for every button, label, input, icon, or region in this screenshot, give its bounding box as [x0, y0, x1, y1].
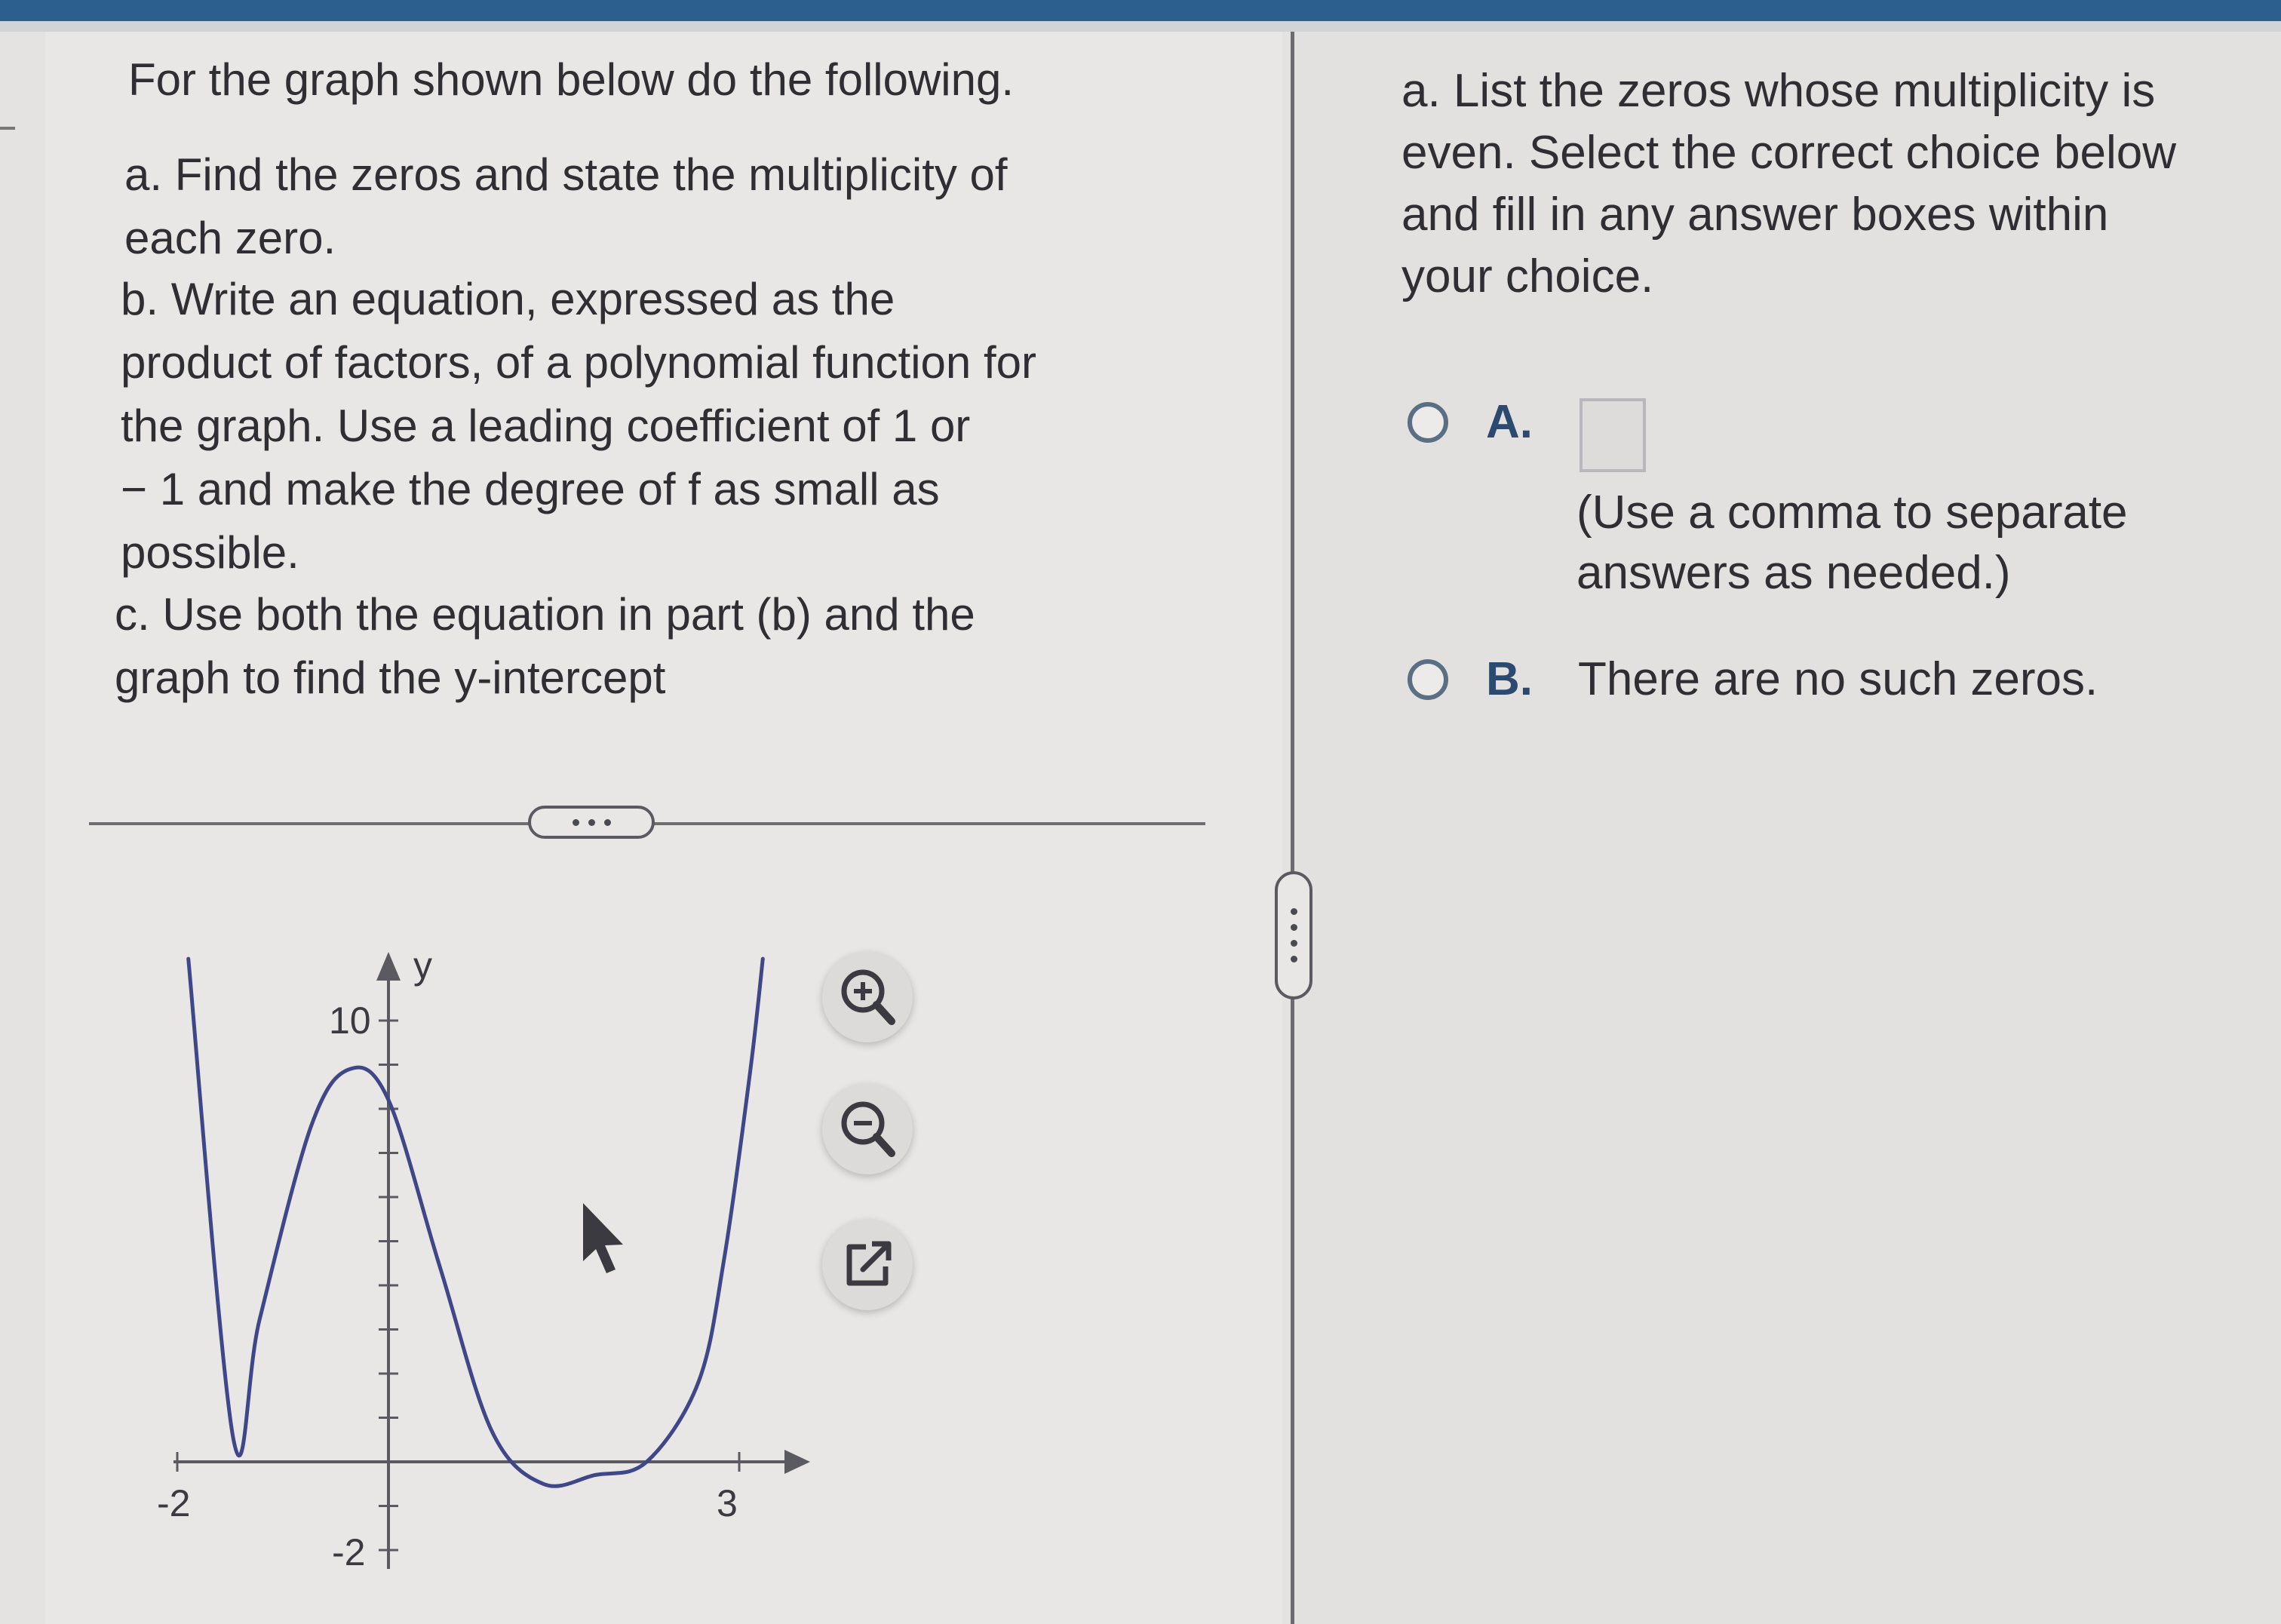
polynomial-graph [98, 935, 822, 1599]
more-dot-icon [573, 819, 579, 826]
zoom-out-icon [822, 1084, 913, 1174]
choice-a-answer-input[interactable] [1580, 398, 1646, 472]
answer-prompt-line: your choice. [1401, 250, 1654, 302]
question-part-b-line: the graph. Use a leading coefficient of 1 or [121, 401, 971, 451]
question-part-a-line: a. Find the zeros and state the multiplicity of [124, 149, 1008, 200]
choice-b-text: There are no such zeros. [1578, 653, 2098, 705]
y-tick-label-top: 10 [329, 999, 371, 1042]
more-dot-icon [588, 819, 595, 826]
left-edge-marker [0, 127, 15, 130]
answer-prompt [1401, 60, 2176, 308]
question-part-c [115, 583, 975, 710]
expand-question-button[interactable] [528, 806, 655, 839]
question-part-b-line: possible. [121, 527, 299, 578]
zoom-in-button[interactable] [822, 952, 913, 1042]
zoom-out-button[interactable] [822, 1084, 913, 1174]
question-part-b [121, 268, 1036, 585]
choice-a-hint-line: answers as needed.) [1576, 547, 2011, 599]
question-part-b-line: − 1 and make the degree of f as small as [121, 464, 940, 514]
open-new-window-icon [822, 1220, 913, 1310]
handle-dot-icon [1291, 908, 1297, 915]
question-part-c-line: c. Use both the equation in part (b) and the [115, 589, 975, 640]
x-tick-label-right: 3 [717, 1482, 738, 1524]
question-part-a-line: each zero. [124, 213, 336, 263]
y-axis-label: y [413, 944, 432, 987]
handle-dot-icon [1291, 956, 1297, 962]
choice-b-letter: B. [1486, 653, 1533, 705]
choice-a-hint [1576, 483, 2128, 603]
answer-prompt-line: even. Select the correct choice below [1401, 127, 2176, 179]
top-bar [0, 0, 2281, 21]
x-tick-label-left: -2 [157, 1482, 191, 1524]
open-new-window-button[interactable] [822, 1220, 913, 1310]
x-axis-arrow-icon [784, 1450, 810, 1474]
polynomial-curve [189, 959, 763, 1486]
question-part-b-line: b. Write an equation, expressed as the [121, 274, 895, 324]
choice-a-radio[interactable] [1408, 402, 1448, 443]
handle-dot-icon [1291, 940, 1297, 947]
question-part-a [124, 143, 1008, 270]
choice-b-radio[interactable] [1408, 659, 1448, 700]
mouse-cursor-icon [583, 1203, 623, 1273]
y-tick-label-bottom: -2 [332, 1531, 366, 1573]
question-part-c-line: graph to find the y-intercept [115, 652, 666, 703]
answer-prompt-line: a. List the zeros whose multiplicity is [1401, 65, 2156, 117]
pane-divider[interactable] [1291, 32, 1294, 1624]
question-intro: For the graph shown below do the following. [128, 54, 1015, 105]
top-bar-lower-strip [0, 21, 2281, 32]
y-axis-arrow-icon [376, 952, 401, 981]
more-dot-icon [604, 819, 611, 826]
zoom-in-icon [822, 952, 913, 1042]
question-part-b-line: product of factors, of a polynomial function for [121, 337, 1036, 388]
choice-a-hint-line: (Use a comma to separate [1576, 487, 2128, 539]
choice-a-letter: A. [1486, 396, 1533, 448]
handle-dot-icon [1291, 924, 1297, 931]
pane-resize-handle[interactable] [1275, 871, 1312, 999]
answer-prompt-line: and fill in any answer boxes within [1401, 189, 2109, 241]
